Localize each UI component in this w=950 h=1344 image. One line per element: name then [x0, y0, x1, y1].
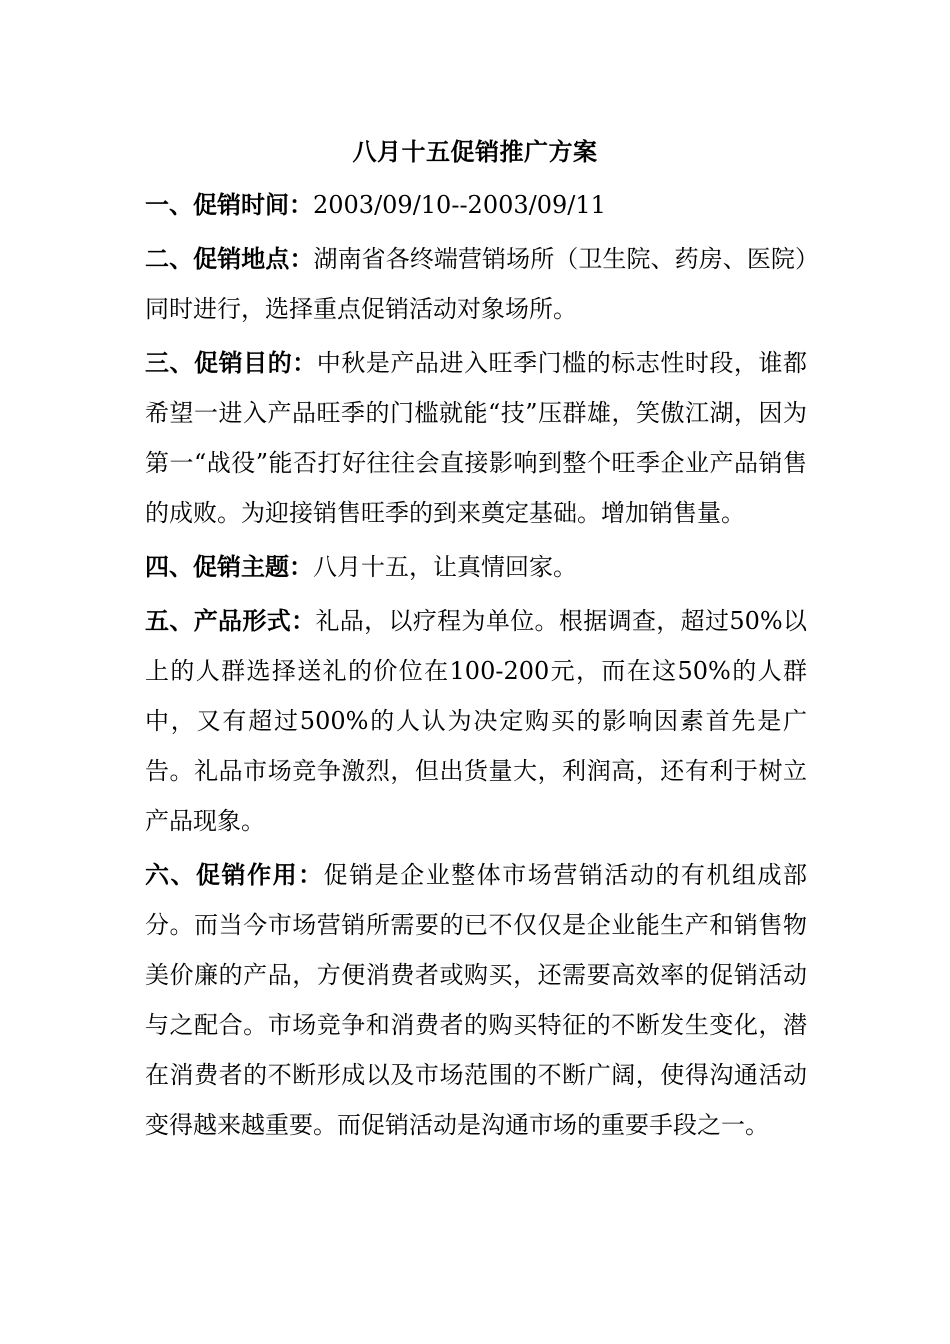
section-label: 六、促销作用： [145, 860, 324, 889]
section-label: 四、促销主题： [145, 552, 313, 581]
section-label: 五、产品形式： [145, 606, 316, 635]
section-product-form [145, 596, 807, 846]
section-text: 促销是企业整体市场营销活动的有机组成部分。而当今市场营销所需要的已不仅仅是企业能生产和销售物美价廉的产品，方便消费者或购买，还需要高效率的促销活动与之配合。市场竞争和消费者的购买特征的不断发生变化，潜在消费者的不断形成以及市场范围的不断广阔，使得沟通活动变得越来越重要。而促销活动是沟通市场的重要手段之一。 [145, 861, 807, 1139]
section-text: 礼品，以疗程为单位。根据调查，超过50%以上的人群选择送礼的价位在100-200元，而在这50%的人群中，又有超过500%的人认为决定购买的影响因素首先是广告。礼品市场竞争激烈，但出货量大，利润高，还有利于树立产品现象。 [145, 607, 808, 835]
section-theme [145, 542, 807, 592]
section-time [145, 180, 807, 230]
section-label: 二、促销地点： [145, 244, 314, 273]
section-label: 一、促销时间： [145, 190, 313, 219]
section-text: 八月十五，让真情回家。 [313, 553, 577, 581]
document-title: 八月十五促销推广方案 [352, 137, 598, 166]
section-text: 湖南省各终端营销场所（卫生院、药房、医院）同时进行，选择重点促销活动对象场所。 [145, 245, 808, 323]
document-body [145, 180, 807, 1154]
section-text: 2003/09/10--2003/09/11 [313, 191, 606, 219]
section-label: 三、促销目的： [145, 348, 317, 377]
section-text: 中秋是产品进入旺季门槛的标志性时段，谁都希望一进入产品旺季的门槛就能“技”压群雄，笑傲江湖，因为第一“战役”能否打好往往会直接影响到整个旺季企业产品销售的成败。为迎接销售旺季的到来奠定基础。增加销售量。 [145, 349, 808, 527]
section-effect [145, 850, 807, 1150]
section-purpose [145, 338, 807, 538]
section-location [145, 234, 807, 334]
